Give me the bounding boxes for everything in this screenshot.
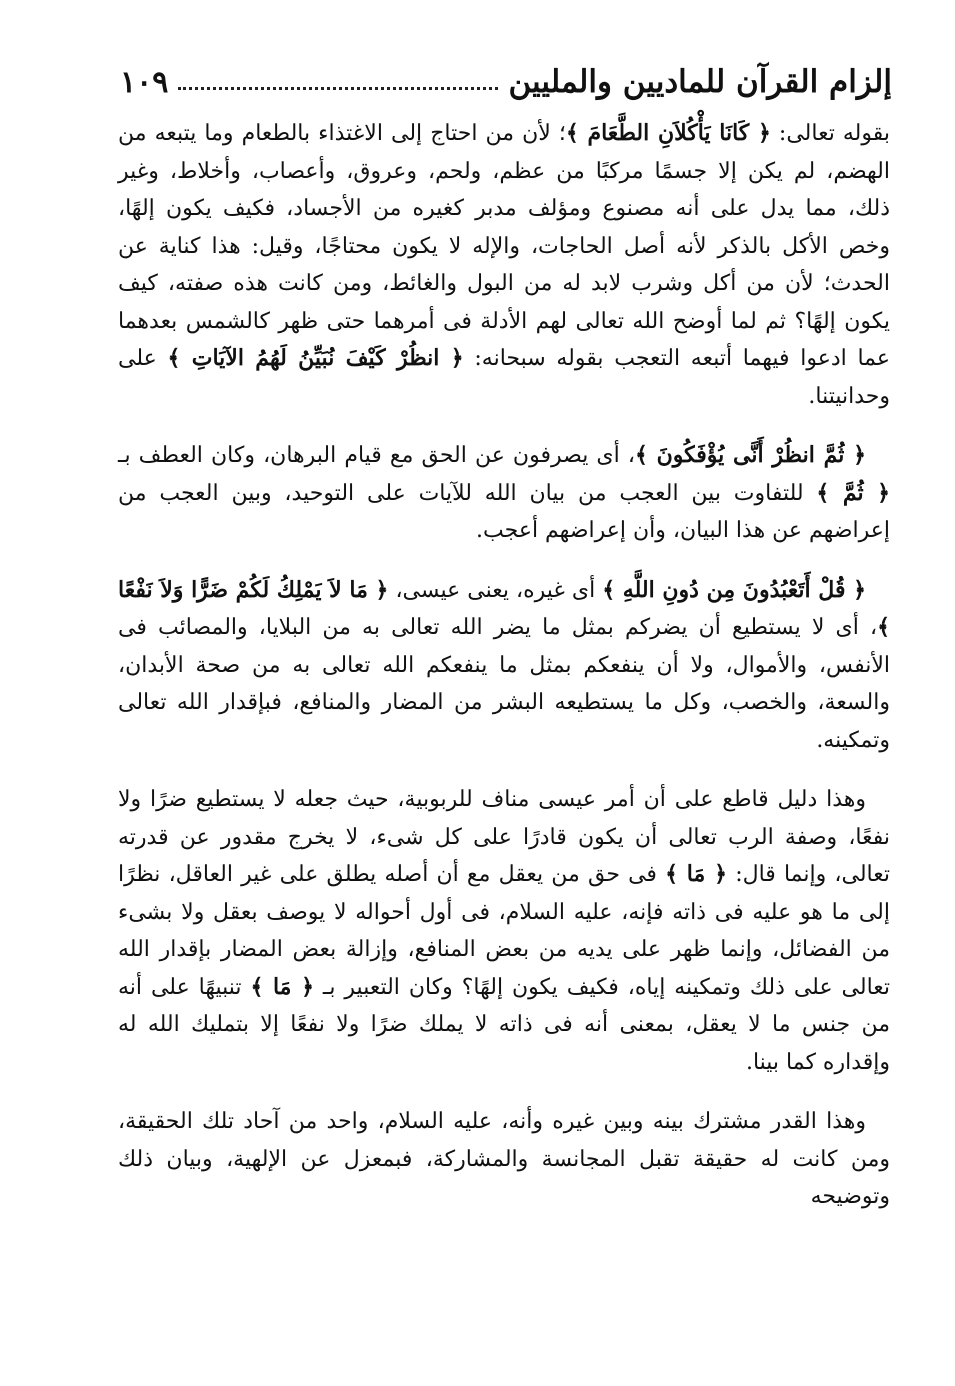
running-header — [120, 48, 892, 98]
quran-verse: ﴿ ثُمَّ انظُرْ أَنَّى يُؤْفَكُونَ ﴾ — [634, 442, 866, 468]
text-run: للتفاوت بين العجب من بيان الله للآيات على التوحيد، وبين العجب من إعراضهم عن هذا البيان، وأن إعراضهم أعجب. — [118, 480, 890, 543]
paragraph — [118, 437, 890, 550]
leader-dots — [178, 87, 498, 90]
text-run: ؛ لأن من احتاج إلى الاغتذاء بالطعام وما يتبعه من الهضم، لم يكن إلا جسمًا مركبًا من عظم، ولحم، وعروق، وأعصاب، وأخلاط، وغير ذلك، مما يدل على أنه مصنوع ومؤلف مدبر كغيره من الأجساد، فكيف يكون إلهًا، وخص الأكل بالذكر لأنه أصل الحاجات، والإله لا يكون محتاجًا، وقيل: هذا كناية عن الحدث؛ لأن من أكل وشرب لابد له من البول والغائط، ومن كانت هذه صفته، كيف يكون إلهًا؟ ثم لما أوضح الله تعالى لهم الأدلة فى أمرهما حتى ظهر كالشمس بعدهما عما ادعوا فيهما أتبعه التعجب بقوله سبحانه: — [118, 121, 890, 371]
quran-verse: ﴿ قُلْ أَتَعْبُدُونَ مِن دُونِ اللَّهِ ﴾ — [602, 576, 867, 603]
paragraph-gap — [118, 550, 890, 572]
text-run: ، أى يصرفون عن الحق مع قيام البرهان، وكان العطف بـ — [118, 443, 635, 468]
paragraph-gap — [118, 415, 890, 437]
page-body — [118, 115, 890, 1216]
paragraph — [118, 115, 890, 415]
paragraph — [118, 781, 890, 1081]
book-title: إلزام القرآن للماديين والمليين — [508, 64, 892, 100]
quran-verse: ﴿ انظُرْ كَيْفَ نُبَيِّنُ لَهُمُ الآيَاتِ ﴾ — [167, 345, 464, 371]
paragraph — [118, 572, 890, 760]
quran-verse: ﴿ مَا ﴾ — [250, 973, 314, 1000]
text-run: بقوله تعالى: — [770, 121, 890, 146]
text-run: وهذا دليل قاطع على أن أمر عيسى مناف للربوبية، حيث جعله لا يستطيع ضرًا ولا نفعًا، وصفة الرب تعالى أن يكون قادرًا على كل شىء، لا يخرج مقدور عن قدرته تعالى، وإنما قال: — [118, 787, 890, 887]
text-run: فى حق من يعقل مع أن أصله يطلق على غير العاقل، نظرًا إلى ما هو عليه فى ذاته فإنه، عليه السلام، فى أول أحواله لا يوصف بعقل ولا بشىء من الفضائل، وإنما ظهر على يديه من بعض المنافع، وإزالة بعض المضار بإقدار الله تعالى على ذلك وتمكينه إياه، فكيف يكون إلهًا؟ وكان التعبير بـ — [118, 862, 891, 1000]
quran-verse: ﴿ مَا ﴾ — [665, 861, 728, 887]
text-run: ، أى لا يستطيع أن يضركم بمثل ما يضر الله تعالى به من البلايا، والمصائب فى الأنفس، والأموال، ولا أن ينفعكم بمثل ما ينفعكم الله تعالى به من صحة الأبدان، والسعة، والخصب، وكل ما يستطيعه البشر من المضار والمنافع، فبإقدار الله تعالى وتمكينه. — [118, 615, 890, 753]
text-run: على وحدانيتنا. — [118, 346, 890, 409]
paragraph-gap — [118, 1081, 890, 1103]
page-number: ١٠٩ — [120, 65, 169, 100]
quran-verse: ﴿ مَا لاَ يَمْلِكُ لَكُمْ ضَرًّا وَلاَ نَفْعًا ﴾ — [118, 576, 890, 640]
text-run: وهذا القدر مشترك بينه وبين غيره وأنه، عليه السلام، واحد من آحاد تلك الحقيقة، ومن كانت له حقيقة تقبل المجانسة والمشاركة، فبمعزل عن الإلهية، وبيان ذلك وتوضيحه — [118, 1109, 891, 1209]
quran-verse: ﴿ ثُمَّ ﴾ — [816, 479, 890, 506]
quran-verse: ﴿ كَانَا يَأْكُلاَنِ الطَّعَامَ ﴾ — [565, 120, 771, 146]
paragraph-gap — [118, 759, 890, 781]
text-run: أى غيره، يعنى عيسى، — [388, 577, 603, 603]
text-run: تنبيهًا على أنه من جنس ما لا يعقل، بمعنى أنه فى ذاته لا يملك ضرًا ولا نفعًا إلا بتمليك الله له وإقداره كما بينا. — [118, 974, 890, 1075]
paragraph — [118, 1103, 890, 1216]
